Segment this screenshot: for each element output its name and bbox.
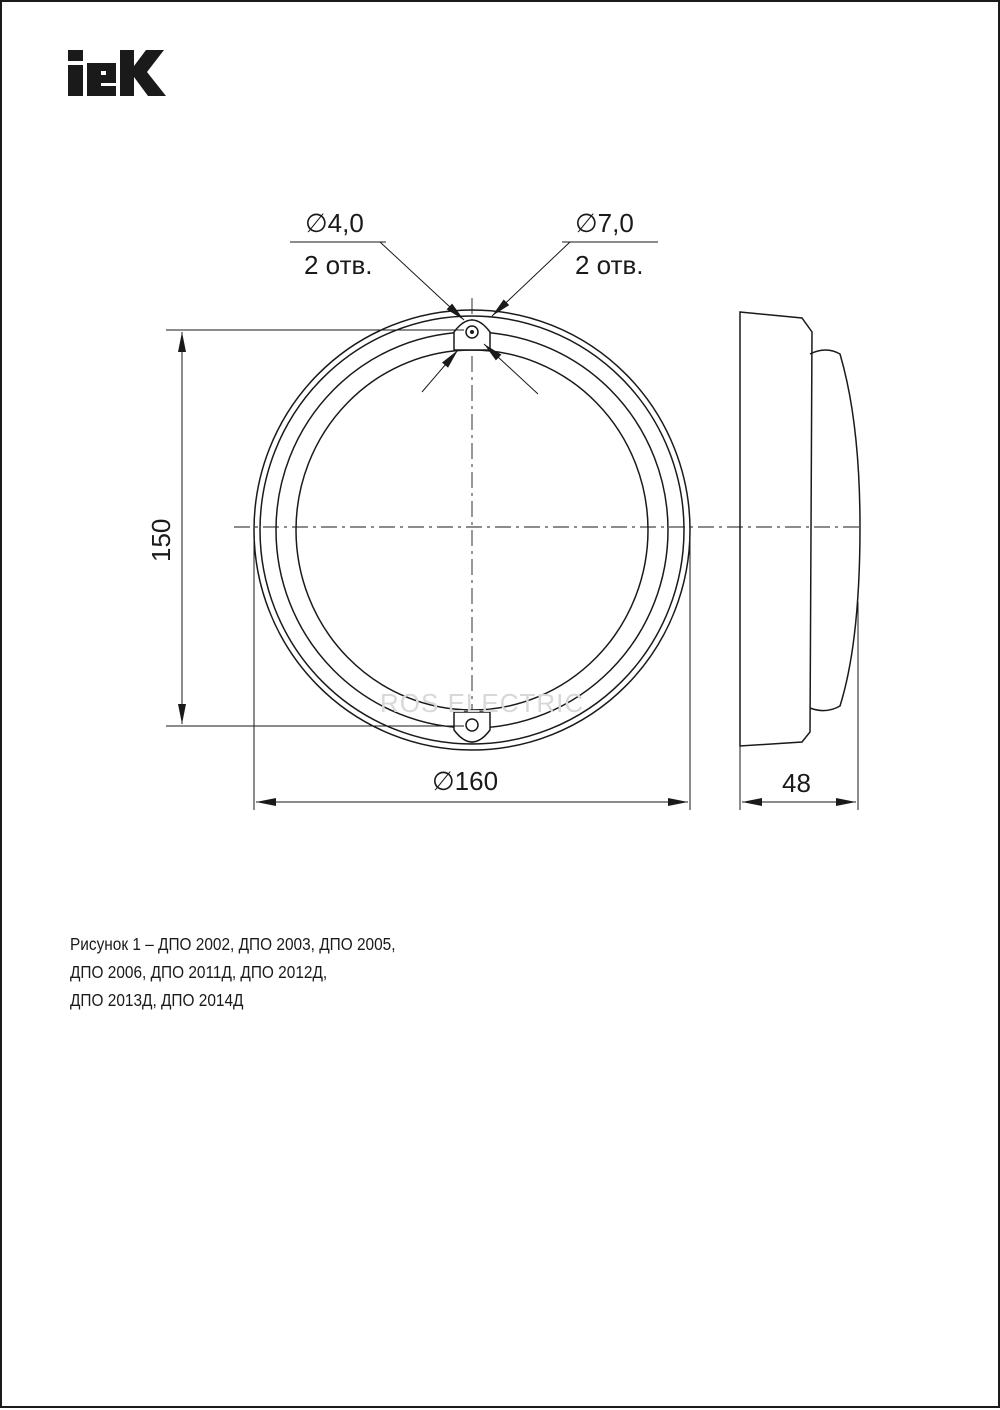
hole-small-count-label: 2 отв.: [304, 250, 373, 280]
side-housing: [740, 312, 812, 746]
hole-large-diameter-label: ∅7,0: [575, 208, 634, 238]
leader-4mm: [380, 242, 464, 320]
leader-7mm: [492, 242, 570, 316]
hole-small-diameter-label: ∅4,0: [305, 208, 364, 238]
side-lens: [810, 350, 860, 711]
height-dimension-label: 150: [146, 518, 176, 562]
figure-caption: [70, 930, 598, 1014]
hole-large-count-label: 2 отв.: [575, 250, 644, 280]
depth-dimension-label: 48: [782, 768, 811, 798]
top-mounting-tab: [454, 320, 490, 350]
caption-line: ДПО 2006, ДПО 2011Д, ДПО 2012Д,: [70, 962, 328, 982]
front-view: [166, 242, 864, 810]
leader-4mm-lower: [484, 344, 538, 394]
caption-line: ДПО 2013Д, ДПО 2014Д: [70, 990, 244, 1010]
diameter-dimension-label: ∅160: [432, 766, 499, 796]
technical-drawing: [2, 2, 1000, 1410]
side-view: [740, 312, 860, 810]
watermark: ROS ELECTRIC: [380, 688, 585, 718]
caption-line: Рисунок 1 – ДПО 2002, ДПО 2003, ДПО 2005,: [70, 934, 396, 954]
